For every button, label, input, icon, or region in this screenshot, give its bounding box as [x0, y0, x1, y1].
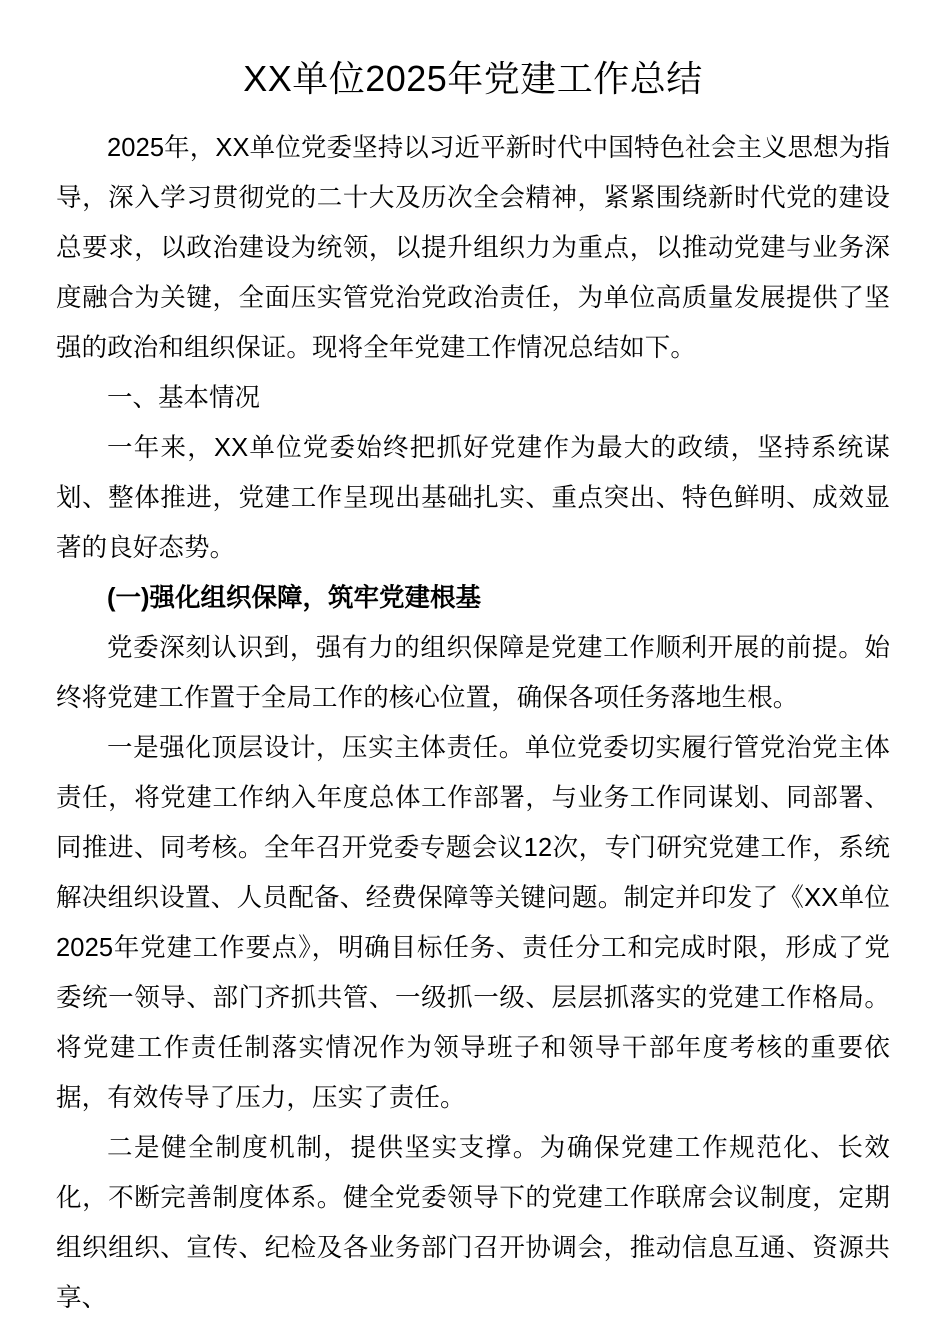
document-body: [0, 101, 950, 1323]
paragraph-organizational-guarantee: 党委深刻认识到，强有力的组织保障是党建工作顺利开展的前提。始终将党建工作置于全局工作的核心位置，确保各项任务落地生根。: [56, 634, 890, 712]
paragraph-point-one: 一是强化顶层设计，压实主体责任。单位党委切实履行管党治党主体责任，将党建工作纳入年度总体工作部署，与业务工作同谋划、同部署、同推进、同考核。全年召开党委专题会议12次，专门研究党建工作，系统解决组织设置、人员配备、经费保障等关键问题。制定并印发了《XX单位2025年党建工作要点》，明确目标任务、责任分工和完成时限，形成了党委统一领导、部门齐抓共管、一级抓一级、层层抓落实的党建工作格局。将党建工作责任制落实情况作为领导班子和领导干部年度考核的重要依据，有效传导了压力，压实了责任。: [56, 734, 890, 1112]
document-title: XX单位2025年党建工作总结: [243, 58, 703, 99]
paragraph-point-two: 二是健全制度机制，提供坚实支撑。为确保党建工作规范化、长效化，不断完善制度体系。健全党委领导下的党建工作联席会议制度，定期组织组织、宣传、纪检及各业务部门召开协调会，推动信息互通、资源共享、: [56, 1134, 890, 1312]
section-heading-one: 一、基本情况: [107, 384, 261, 412]
paragraph-basic-situation: 一年来，XX单位党委始终把抓好党建作为最大的政绩，坚持系统谋划、整体推进，党建工作呈现出基础扎实、重点突出、特色鲜明、成效显著的良好态势。: [56, 434, 890, 562]
subsection-heading-one: (一)强化组织保障，筑牢党建根基: [107, 584, 481, 612]
paragraph-intro: 2025年，XX单位党委坚持以习近平新时代中国特色社会主义思想为指导，深入学习贯彻党的二十大及历次全会精神，紧紧围绕新时代党的建设总要求，以政治建设为统领，以提升组织力为重点，以推动党建与业务深度融合为关键，全面压实管党治党政治责任，为单位高质量发展提供了坚强的政治和组织保证。现将全年党建工作情况总结如下。: [56, 134, 890, 362]
